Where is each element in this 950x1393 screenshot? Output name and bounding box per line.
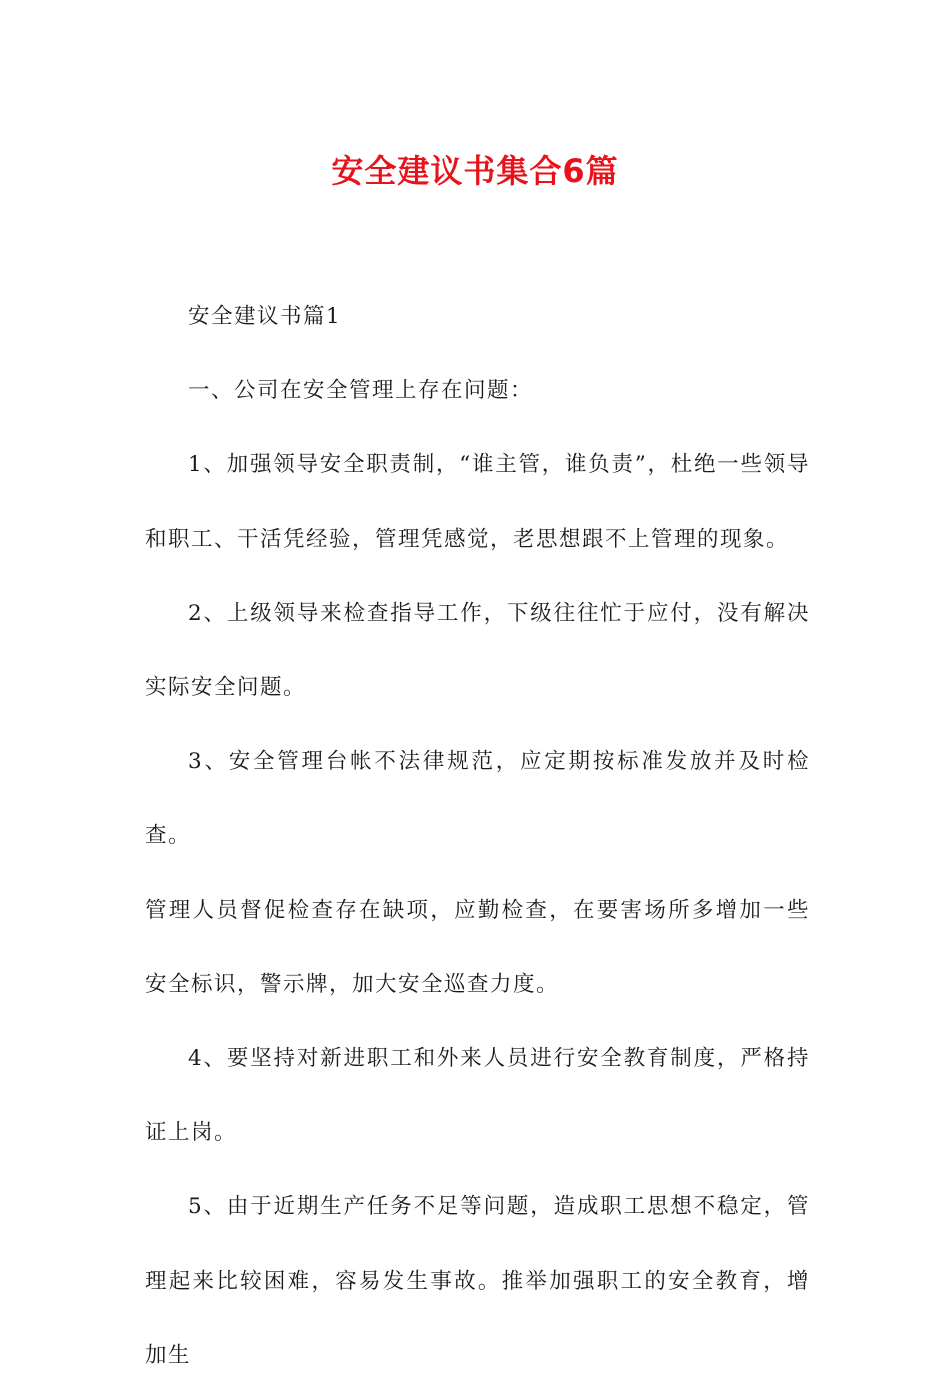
subsection-heading: 一、公司在安全管理上存在问题： [188,378,534,404]
document-title: 安全建议书集合6篇 [331,152,619,190]
paragraph-item-4: 4、要坚持对新进职工和外来人员进行安全教育制度，严格持证上岗。 [145,1046,810,1146]
paragraph-item-3: 3、安全管理台帐不法律规范，应定期按标准发放并及时检查。 [145,749,810,849]
section-heading: 安全建议书篇1 [188,304,342,329]
paragraph-item-3-continued: 管理人员督促检查存在缺项，应勤检查，在要害场所多增加一些安全标识，警示牌，加大安全巡查力度。 [145,897,810,997]
document-body [145,280,810,1393]
paragraph-item-1: 1、加强领导安全职责制，“谁主管，谁负责”，杜绝一些领导和职工、干活凭经验，管理凭感觉，老思想跟不上管理的现象。 [145,452,810,552]
paragraph-item-5: 5、由于近期生产任务不足等问题，造成职工思想不稳定，管理起来比较困难，容易发生事故。推举加强职工的安全教育，增加生 [145,1194,810,1368]
paragraph-item-2: 2、上级领导来检查指导工作，下级往往忙于应付，没有解决实际安全问题。 [145,600,810,701]
